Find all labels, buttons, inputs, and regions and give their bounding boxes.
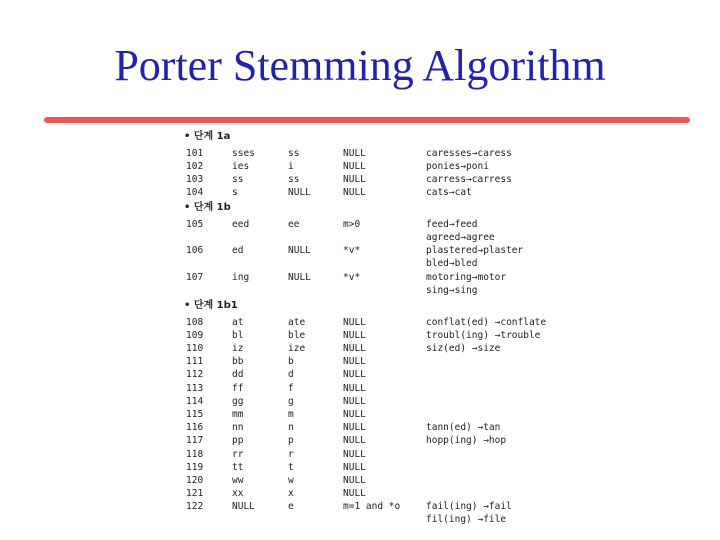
rule-replacement: ss [288,173,300,185]
rule-suffix: ss [232,173,244,185]
rule-suffix: bl [232,329,244,341]
rule-replacement: ble [288,329,306,341]
rule-condition: NULL [343,147,366,159]
rule-id: 108 [186,316,204,328]
rule-id: 109 [186,329,204,341]
rule-replacement: g [288,395,294,407]
rule-condition: NULL [343,316,366,328]
rule-replacement: ss [288,147,300,159]
rule-condition: NULL [343,329,366,341]
rule-suffix: rr [232,448,244,460]
rule-suffix: at [232,316,244,328]
rule-condition: NULL [343,356,366,368]
rule-row [178,461,528,474]
rule-id: 114 [186,395,204,407]
rule-id: 102 [186,160,204,172]
rule-row [178,434,528,447]
rule-condition: NULL [343,408,366,420]
rule-suffix: ing [232,271,250,283]
stemming-rules-table [178,128,547,526]
rule-replacement: x [288,488,294,500]
rule-suffix: ff [232,382,244,394]
rule-id: 116 [186,422,204,434]
rule-id: 104 [186,187,204,199]
rule-row [178,382,528,395]
rule-suffix: NULL [232,501,255,513]
rule-suffix: ed [232,245,244,257]
rule-condition: NULL [343,173,366,185]
rule-row [178,316,547,329]
rule-replacement: ee [288,218,300,230]
rule-id: 115 [186,408,204,420]
rule-replacement: f [288,382,294,394]
rule-condition: NULL [343,369,366,381]
rule-replacement: NULL [288,187,311,199]
rule-replacement: p [288,435,294,447]
rule-id: 122 [186,501,204,513]
rule-example: fil(ing) →file [426,514,507,526]
rule-example: carress→carress [426,173,512,185]
rule-condition: *v* [343,271,361,283]
rule-example: plastered→plaster [426,245,524,257]
rule-id: 103 [186,173,204,185]
rule-row [178,500,528,526]
rule-id: 106 [186,245,204,257]
rule-replacement: NULL [288,271,311,283]
rule-example: troubl(ing) →trouble [426,329,541,341]
rule-row [178,329,541,342]
rule-id: 119 [186,461,204,473]
rule-row [178,474,528,487]
rule-example: sing→sing [426,284,478,296]
rule-replacement: ate [288,316,306,328]
rule-example: hopp(ing) →hop [426,435,507,447]
rule-condition: m=1 and *o [343,501,401,513]
rule-condition: NULL [343,342,366,354]
rule-suffix: s [232,187,238,199]
section-heading: • 단계 1a [184,131,231,142]
rule-row [178,173,528,186]
rule-row [178,355,528,368]
rule-condition: NULL [343,474,366,486]
rule-row [178,147,528,160]
rule-replacement: NULL [288,245,311,257]
rule-replacement: r [288,448,294,460]
rule-example: ponies→poni [426,160,489,172]
rule-suffix: ww [232,474,244,486]
rule-suffix: xx [232,488,244,500]
rule-row [178,342,528,355]
rule-replacement: b [288,356,294,368]
rule-row [178,244,528,270]
rule-example: tann(ed) →tan [426,422,501,434]
rule-condition: NULL [343,461,366,473]
rule-replacement: n [288,422,294,434]
title-underline [44,117,690,123]
rule-suffix: nn [232,422,244,434]
rule-example: feed→feed [426,218,478,230]
rule-suffix: tt [232,461,244,473]
rule-condition: NULL [343,422,366,434]
rule-id: 113 [186,382,204,394]
rule-suffix: iz [232,342,244,354]
rule-row [178,218,528,243]
rule-suffix: mm [232,408,244,420]
rule-example: agreed→agree [426,231,495,243]
rule-replacement: e [288,501,294,513]
rule-id: 118 [186,448,204,460]
rule-suffix: eed [232,218,250,230]
rule-example: motoring→motor [426,271,507,283]
rule-id: 112 [186,369,204,381]
rule-condition: NULL [343,488,366,500]
rule-row [178,448,528,461]
rule-row [178,395,528,408]
rule-condition: NULL [343,187,366,199]
rule-id: 107 [186,271,204,283]
rule-row [178,421,528,434]
section-heading: • 단계 1b1 [184,300,238,311]
section-heading: • 단계 1b [184,202,231,214]
slide-title: Porter Stemming Algorithm [114,41,606,90]
rule-id: 117 [186,435,204,447]
rule-example: conflat(ed) →conflate [426,316,547,328]
rule-row [178,408,528,421]
rule-suffix: pp [232,435,244,447]
rule-row [178,487,528,500]
rule-condition: NULL [343,382,366,394]
rule-row [178,186,528,199]
rule-example: siz(ed) →size [426,342,501,354]
rule-replacement: i [288,160,294,172]
rule-replacement: w [288,474,294,486]
rule-condition: m>0 [343,218,361,230]
rule-condition: *v* [343,245,361,257]
rule-suffix: ies [232,160,250,172]
rule-id: 120 [186,474,204,486]
rule-example: fail(ing) →fail [426,501,512,513]
rule-condition: NULL [343,395,366,407]
rule-example: cats→cat [426,187,472,199]
rule-id: 121 [186,488,204,500]
rule-condition: NULL [343,160,366,172]
rule-condition: NULL [343,448,366,460]
rule-row [178,160,528,173]
rule-replacement: ize [288,342,306,354]
rule-suffix: sses [232,147,255,159]
rule-row [178,368,528,381]
rule-replacement: d [288,369,294,381]
rule-id: 111 [186,356,204,368]
rule-suffix: dd [232,369,244,381]
rule-id: 110 [186,342,204,354]
rule-id: 105 [186,218,204,230]
rule-example: bled→bled [426,258,478,270]
rule-replacement: t [288,461,294,473]
rule-suffix: gg [232,395,244,407]
rule-replacement: m [288,408,294,420]
rule-example: caresses→caress [426,147,512,159]
rule-row [178,271,528,296]
rule-condition: NULL [343,435,366,447]
rule-id: 101 [186,147,204,159]
rule-suffix: bb [232,356,244,368]
